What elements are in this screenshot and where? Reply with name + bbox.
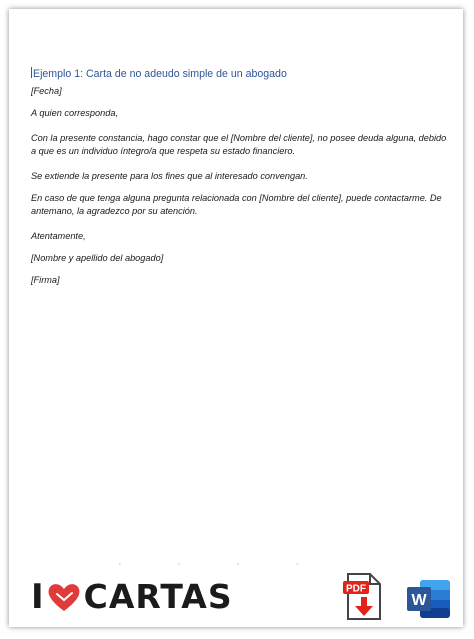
letter-title-text: Ejemplo 1: Carta de no adeudo simple de un abogado [33, 68, 287, 80]
letter-title [31, 67, 451, 81]
logo-word: CARTAS [83, 577, 233, 616]
letter-closing: Atentamente, [31, 231, 86, 241]
text-cursor [31, 67, 32, 78]
letter-paragraph-2: Se extiende la presente para los fines que al interesado convengan. [31, 171, 308, 181]
letter-paragraph-1: Con la presente constancia, hago constar que el [Nombre del cliente], no posee deuda alguna, debido a que es un individuo íntegro/a que respeta su estado financiero. [31, 133, 447, 156]
logo-letter-i: I [31, 577, 44, 617]
letter-body [31, 67, 451, 299]
letter-signature: [Firma] [31, 275, 60, 285]
letter-date: [Fecha] [31, 86, 62, 96]
letter-greeting: A quien corresponda, [31, 108, 118, 118]
letter-sender-name: [Nombre y apellido del abogado] [31, 253, 164, 263]
letter-paragraph-3: En caso de que tenga alguna pregunta relacionada con [Nombre del cliente], puede contactarme. De antemano, la agradezco por su atención. [31, 193, 442, 216]
decorative-dots: • • • • [119, 562, 327, 568]
pdf-download-icon[interactable] [342, 572, 384, 622]
brand-logo[interactable] [31, 577, 233, 617]
pdf-label: PDF [346, 583, 366, 595]
document-page [9, 9, 463, 627]
heart-icon [46, 580, 82, 614]
word-label: W [411, 592, 427, 609]
word-download-icon[interactable] [406, 578, 452, 620]
